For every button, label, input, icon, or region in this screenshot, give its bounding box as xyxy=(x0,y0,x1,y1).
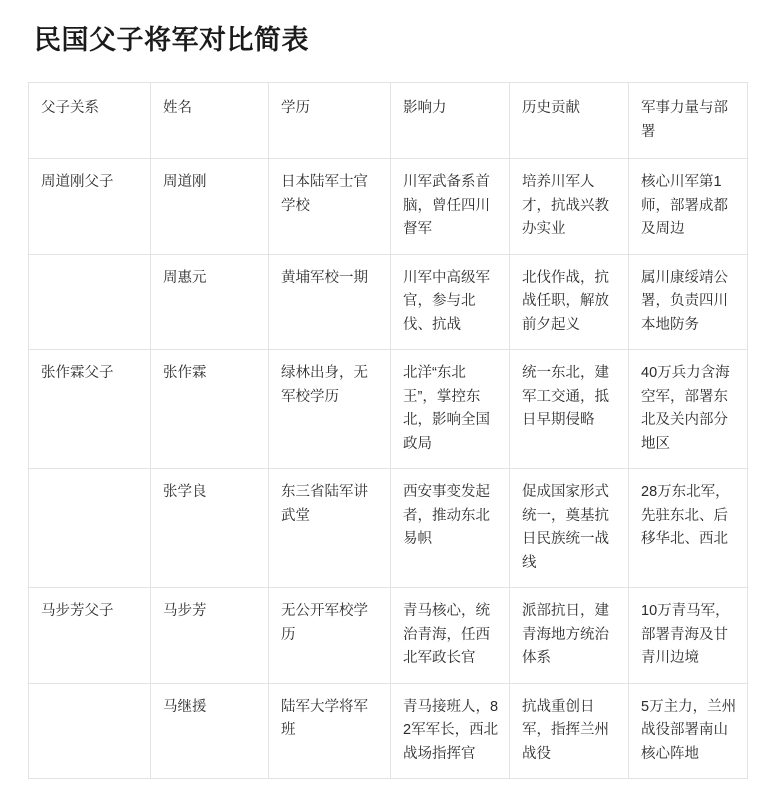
cell-influence: 青马接班人，82军军长，西北战场指挥官 xyxy=(391,683,510,778)
cell-education: 东三省陆军讲武堂 xyxy=(269,469,391,588)
table-row xyxy=(29,683,748,778)
cell-contribution: 统一东北，建军工交通，抵日早期侵略 xyxy=(510,350,629,469)
column-header-contribution: 历史贡献 xyxy=(510,83,629,159)
cell-name: 周道刚 xyxy=(151,159,269,254)
cell-name: 马继援 xyxy=(151,683,269,778)
cell-relation: 周道刚父子 xyxy=(29,159,151,254)
cell-military: 核心川军第1师，部署成都及周边 xyxy=(629,159,748,254)
table-header-row xyxy=(29,83,748,159)
cell-influence: 西安事变发起者，推动东北易帜 xyxy=(391,469,510,588)
table-row xyxy=(29,469,748,588)
cell-military: 28万东北军，先驻东北、后移华北、西北 xyxy=(629,469,748,588)
comparison-table xyxy=(28,82,748,779)
column-header-military: 军事力量与部署 xyxy=(629,83,748,159)
table-header xyxy=(29,83,748,159)
cell-military: 5万主力，兰州战役部署南山核心阵地 xyxy=(629,683,748,778)
cell-relation xyxy=(29,469,151,588)
table-row xyxy=(29,350,748,469)
column-header-name: 姓名 xyxy=(151,83,269,159)
cell-contribution: 促成国家形式统一，奠基抗日民族统一战线 xyxy=(510,469,629,588)
cell-influence: 川军武备系首脑，曾任四川督军 xyxy=(391,159,510,254)
page-title: 民国父子将军对比简表 xyxy=(34,25,309,55)
cell-name: 马步芳 xyxy=(151,588,269,683)
cell-education: 日本陆军士官学校 xyxy=(269,159,391,254)
cell-name: 张作霖 xyxy=(151,350,269,469)
cell-contribution: 北伐作战，抗战任职，解放前夕起义 xyxy=(510,254,629,349)
cell-relation xyxy=(29,683,151,778)
cell-name: 张学良 xyxy=(151,469,269,588)
cell-influence: 青马核心，统治青海，任西北军政长官 xyxy=(391,588,510,683)
cell-education: 黄埔军校一期 xyxy=(269,254,391,349)
table-row xyxy=(29,254,748,349)
cell-education: 陆军大学将军班 xyxy=(269,683,391,778)
column-header-relation: 父子关系 xyxy=(29,83,151,159)
table-row xyxy=(29,159,748,254)
cell-contribution: 培养川军人才，抗战兴教办实业 xyxy=(510,159,629,254)
cell-education: 绿林出身，无军校学历 xyxy=(269,350,391,469)
column-header-influence: 影响力 xyxy=(391,83,510,159)
column-header-education: 学历 xyxy=(269,83,391,159)
cell-relation xyxy=(29,254,151,349)
cell-contribution: 抗战重创日军，指挥兰州战役 xyxy=(510,683,629,778)
cell-influence: 北洋“东北王”，掌控东北，影响全国政局 xyxy=(391,350,510,469)
cell-military: 40万兵力含海空军，部署东北及关内部分地区 xyxy=(629,350,748,469)
cell-name: 周惠元 xyxy=(151,254,269,349)
cell-contribution: 派部抗日，建青海地方统治体系 xyxy=(510,588,629,683)
cell-military: 10万青马军，部署青海及甘青川边境 xyxy=(629,588,748,683)
table-row xyxy=(29,588,748,683)
cell-relation: 马步芳父子 xyxy=(29,588,151,683)
cell-influence: 川军中高级军官，参与北伐、抗战 xyxy=(391,254,510,349)
table-body xyxy=(29,159,748,779)
cell-relation: 张作霖父子 xyxy=(29,350,151,469)
cell-military: 属川康绥靖公署，负责四川本地防务 xyxy=(629,254,748,349)
cell-education: 无公开军校学历 xyxy=(269,588,391,683)
